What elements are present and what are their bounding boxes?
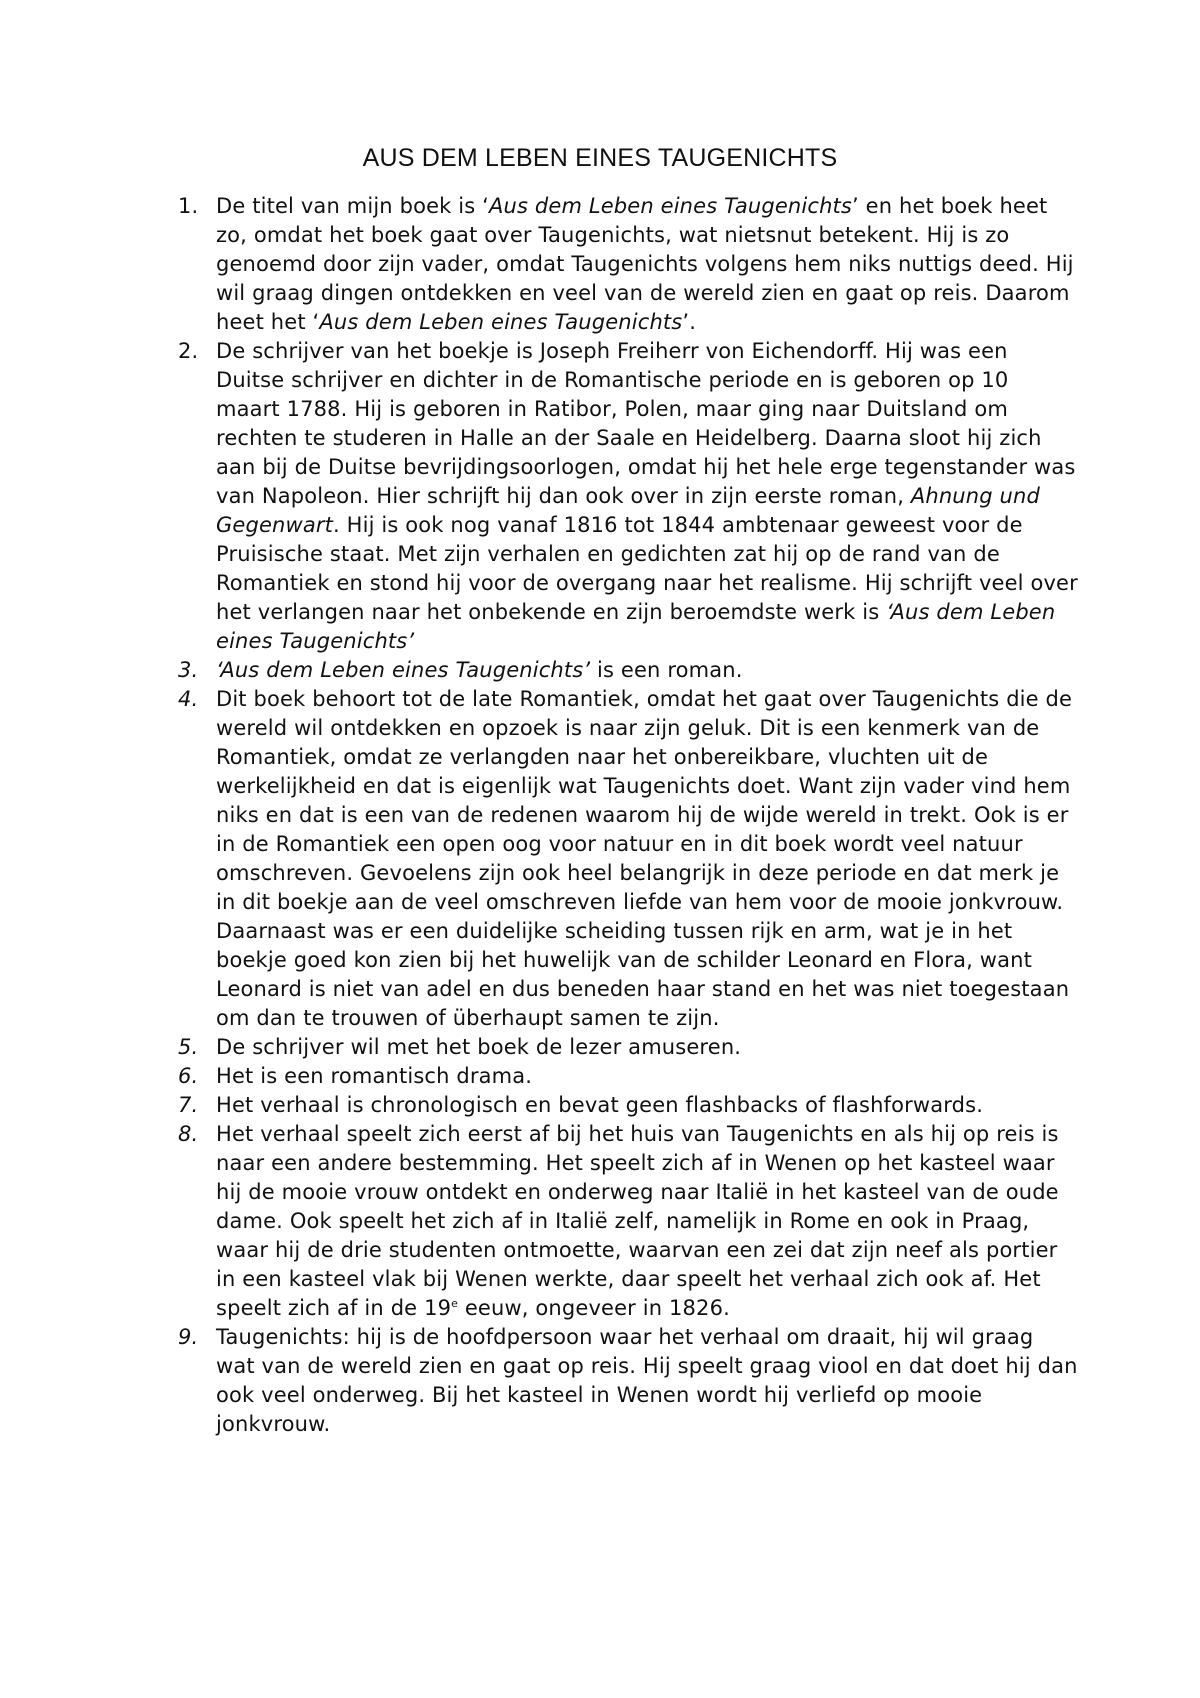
body-text: De schrijver van het boekje is Joseph Freiherr von Eichendorff. Hij was een Duitse schrijver en dichter in de Romantische periode en is geboren op 10 maart 1788. Hij is geboren in Ratibor, Polen, maar ging naar Duitsland om rechten te studeren in Halle an der Saale en Heidelberg. Daarna sloot hij zich aan bij de Duitse bevrijdingsoorlogen, omdat hij het hele erge tegenstander was van Napoleon. Hier schrijft hij dan ook over in zijn eerste roman,	[216, 339, 1076, 508]
list-item-number: 6.	[178, 1064, 199, 1088]
list-item	[178, 656, 1078, 685]
superscript-text: e	[451, 1297, 459, 1310]
italic-text: Aus dem Leben eines Taugenichts	[319, 310, 683, 334]
italic-text: ‘Aus dem Leben eines Taugenichts’	[216, 658, 591, 682]
list-item-number: 2.	[178, 339, 199, 363]
list-item	[178, 1091, 1078, 1120]
italic-text: Aus dem Leben eines Taugenichts	[489, 194, 853, 218]
list-item	[178, 1323, 1078, 1439]
body-text: Het verhaal is chronologisch en bevat geen flashbacks of flashforwards.	[216, 1093, 984, 1117]
list-item-number: 8.	[178, 1122, 199, 1146]
body-text: Het is een romantisch drama.	[216, 1064, 533, 1088]
list-item-number: 1.	[178, 194, 199, 218]
list-item-number: 7.	[178, 1093, 199, 1117]
list-item	[178, 1062, 1078, 1091]
body-text: . Hij is ook nog vanaf 1816 tot 1844 ambtenaar geweest voor de Pruisische staat. Met zijn verhalen en gedichten zat hij op de rand van de Romantiek en stond hij voor de overgang naar het realisme. Hij schrijft veel over het verlangen naar het onbekende en zijn beroemdste werk is	[216, 513, 1078, 624]
list-item	[178, 192, 1078, 337]
body-text: is een roman.	[590, 658, 743, 682]
list-item-number: 3.	[178, 658, 199, 682]
numbered-list	[178, 192, 1078, 1439]
body-text: ’.	[682, 310, 697, 334]
list-item	[178, 1120, 1078, 1323]
body-text: eeuw, ongeveer in 1826.	[458, 1296, 730, 1320]
list-item-number: 9.	[178, 1325, 199, 1349]
list-item	[178, 685, 1078, 1033]
body-text: De titel van mijn boek is ‘	[216, 194, 489, 218]
body-text: ’ en het boek heet zo, omdat het boek gaat over Taugenichts, wat nietsnut betekent. Hij is zo genoemd door zijn vader, omdat Taugenichts volgens hem niks nuttigs deed. Hij wil graag dingen ontdekken en veel van de wereld zien en gaat op reis. Daarom heet het ‘	[216, 194, 1074, 334]
list-item	[178, 1033, 1078, 1062]
list-item-number: 4.	[178, 687, 199, 711]
italic-text: ‘Aus dem Leben eines Taugenichts’	[216, 600, 1056, 653]
body-text: Het verhaal speelt zich eerst af bij het huis van Taugenichts en als hij op reis is naar een andere bestemming. Het speelt zich af in Wenen op het kasteel waar hij de mooie vrouw ontdekt en onderweg naar Italië in het kasteel van de oude dame. Ook speelt het zich af in Italië zelf, namelijk in Rome en ook in Praag, waar hij de drie studenten ontmoette, waarvan een zei dat zijn neef als portier in een kasteel vlak bij Wenen werkte, daar speelt het verhaal zich ook af. Het speelt zich af in de 19	[216, 1122, 1059, 1320]
document-title: AUS DEM LEBEN EINES TAUGENICHTS	[362, 144, 838, 172]
body-text: De schrijver wil met het boek de lezer amuseren.	[216, 1035, 742, 1059]
list-item-number: 5.	[178, 1035, 199, 1059]
list-item	[178, 337, 1078, 656]
body-text: Dit boek behoort tot de late Romantiek, omdat het gaat over Taugenichts die de wereld wil ontdekken en opzoek is naar zijn geluk. Dit is een kenmerk van de Romantiek, omdat ze verlangden naar het onbereikbare, vluchten uit de werkelijkheid en dat is eigenlijk wat Taugenichts doet. Want zijn vader vind hem niks en dat is een van de redenen waarom hij de wijde wereld in trekt. Ook is er in de Romantiek een open oog voor natuur en in dit boek wordt veel natuur omschreven. Gevoelens zijn ook heel belangrijk in deze periode en dat merk je in dit boekje aan de veel omschreven liefde van hem voor de mooie jonkvrouw. Daarnaast was er een duidelijke scheiding tussen rijk en arm, wat je in het boekje goed kon zien bij het huwelijk van de schilder Leonard en Flora, want Leonard is niet van adel en dus beneden haar stand en het was niet toegestaan om dan te trouwen of überhaupt samen te zijn.	[216, 687, 1073, 1030]
italic-text: Ahnung und Gegenwart	[216, 484, 1040, 537]
body-text: Taugenichts: hij is de hoofdpersoon waar het verhaal om draait, hij wil graag wat van de wereld zien en gaat op reis. Hij speelt graag viool en dat doet hij dan ook veel onderweg. Bij het kasteel in Wenen wordt hij verliefd op mooie jonkvrouw.	[216, 1325, 1078, 1436]
